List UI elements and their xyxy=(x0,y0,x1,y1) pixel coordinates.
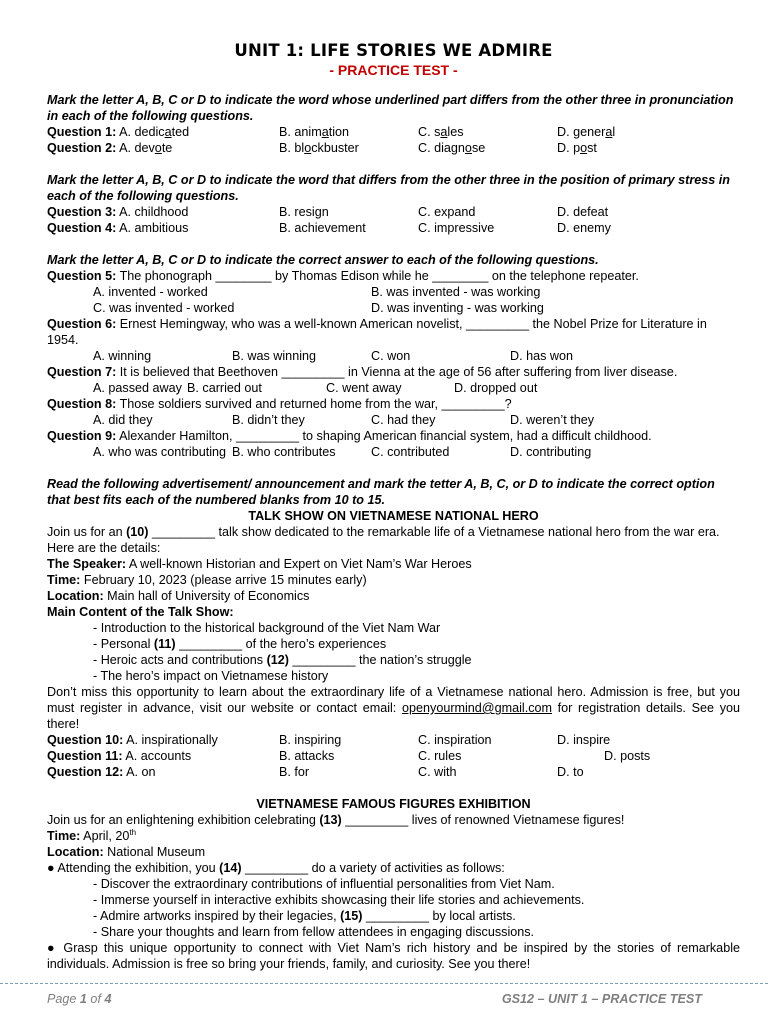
question-7: Question 7: It is believed that Beethoven _________ in Vienna at the age of 56 after suffering from liver disease. xyxy=(47,365,678,379)
exhibition-item: - Share your thoughts and learn from fellow attendees in engaging discussions. xyxy=(93,925,535,939)
question-6-options: A. winning B. was winning C. won D. has won xyxy=(93,349,573,363)
talk-show-speaker: The Speaker: A well-known Historian and Expert on Viet Nam’s War Heroes xyxy=(47,557,472,571)
page-title: UNIT 1: LIFE STORIES WE ADMIRE xyxy=(234,41,553,60)
talk-show-bullet: - The hero’s impact on Vietnamese history xyxy=(93,669,329,683)
question-10: Question 10: A. inspirationally B. inspiring C. inspiration D. inspire xyxy=(47,733,611,747)
section2-instruction: Mark the letter A, B, C or D to indicate the word that differs from the other three in the position of primary stress in each of the following questions. xyxy=(47,173,730,203)
talk-show-title: TALK SHOW ON VIETNAMESE NATIONAL HERO xyxy=(248,509,539,523)
section3-instruction: Mark the letter A, B, C or D to indicate the correct answer to each of the following questions. xyxy=(47,253,599,267)
talk-show-closing: Don’t miss this opportunity to learn about the extraordinary life of a Vietnamese national hero. Admission is free, but you must register in advance, visit our website or contact email: openyourmind@gmail.com for registration details. See you there! xyxy=(47,685,740,731)
question-5-options-ab: A. invented - worked B. was invented - was working xyxy=(93,285,541,299)
footer-doc-title: GS12 – UNIT 1 – PRACTICE TEST xyxy=(501,992,702,1006)
talk-show-location: Location: Main hall of University of Economics xyxy=(47,589,310,603)
page-subtitle: - PRACTICE TEST - xyxy=(329,62,458,78)
exhibition-title: VIETNAMESE FAMOUS FIGURES EXHIBITION xyxy=(256,797,531,811)
question-5: Question 5: The phonograph ________ by Thomas Edison while he ________ on the telephone repeater. xyxy=(47,269,639,283)
question-1: Question 1: A. dedicated B. animation C. sales D. general xyxy=(47,125,616,139)
question-11: Question 11: A. accounts B. attacks C. rules D. posts xyxy=(47,749,651,763)
question-3: Question 3: A. childhood B. resign C. expand D. defeat xyxy=(47,205,609,219)
question-4: Question 4: A. ambitious B. achievement C. impressive D. enemy xyxy=(47,221,611,235)
talk-show-time: Time: February 10, 2023 (please arrive 15 minutes early) xyxy=(47,573,367,587)
section1-instruction: Mark the letter A, B, C or D to indicate the word whose underlined part differs from the other three in pronunciation in each of the following questions. xyxy=(47,93,734,123)
talk-show-bullet: - Personal (11) _________ of the hero’s experiences xyxy=(93,637,387,651)
talk-show-bullet: - Heroic acts and contributions (12) _________ the nation’s struggle xyxy=(93,653,472,667)
section4-instruction: Read the following advertisement/ announcement and mark the tetter A, B, C, or D to indicate the correct option that best fits each of the numbered blanks from 10 to 15. xyxy=(47,477,715,507)
question-8-options: A. did they B. didn’t they C. had they D. weren’t they xyxy=(93,413,594,427)
page-number: Page 1 of 4 xyxy=(47,992,112,1006)
exhibition-item: - Admire artworks inspired by their legacies, (15) _________ by local artists. xyxy=(93,909,516,923)
question-12: Question 12: A. on B. for C. with D. to xyxy=(47,765,584,779)
exhibition-closing: ● Grasp this unique opportunity to connect with Viet Nam’s rich history and be inspired by the stories of remarkable individuals. Admission is free so bring your friends, family, and curiosity. See you there! xyxy=(47,941,740,971)
exhibition-attend: ● Attending the exhibition, you (14) _________ do a variety of activities as follows: xyxy=(47,861,505,875)
question-8: Question 8: Those soldiers survived and returned home from the war, _________? xyxy=(47,397,512,411)
exhibition-item: - Discover the extraordinary contributions of influential personalities from Viet Nam. xyxy=(93,877,555,891)
question-9-options: A. who was contributing B. who contributes C. contributed D. contributing xyxy=(93,445,592,459)
exhibition-item: - Immerse yourself in interactive exhibits showcasing their life stories and achievements. xyxy=(93,893,585,907)
talk-show-bullet: - Introduction to the historical background of the Viet Nam War xyxy=(93,621,441,635)
question-7-options: A. passed away B. carried out C. went away D. dropped out xyxy=(93,381,538,395)
exhibition-intro: Join us for an enlightening exhibition celebrating (13) _________ lives of renowned Vietnamese figures! xyxy=(47,813,625,827)
question-2: Question 2: A. devote B. blockbuster C. diagnose D. post xyxy=(47,141,597,155)
question-5-options-cd: C. was invented - worked D. was inventing - was working xyxy=(93,301,544,315)
question-9: Question 9: Alexander Hamilton, _________ to shaping American financial system, had a difficult childhood. xyxy=(47,429,652,443)
email-link[interactable]: openyourmind@gmail.com xyxy=(402,701,552,715)
page-footer xyxy=(0,983,768,1006)
talk-show-intro: Join us for an (10) _________ talk show dedicated to the remarkable life of a Vietnamese national hero from the war era. xyxy=(47,525,720,539)
talk-show-details: Here are the details: xyxy=(47,541,161,555)
question-6: Question 6: Ernest Hemingway, who was a well-known American novelist, _________ the Nobel Prize for Literature in 1954. xyxy=(47,317,707,347)
practice-test-page xyxy=(47,40,740,972)
exhibition-location: Location: National Museum xyxy=(47,845,206,859)
exhibition-time: Time: April, 20th xyxy=(47,827,137,843)
talk-show-content-label: Main Content of the Talk Show: xyxy=(47,605,234,619)
